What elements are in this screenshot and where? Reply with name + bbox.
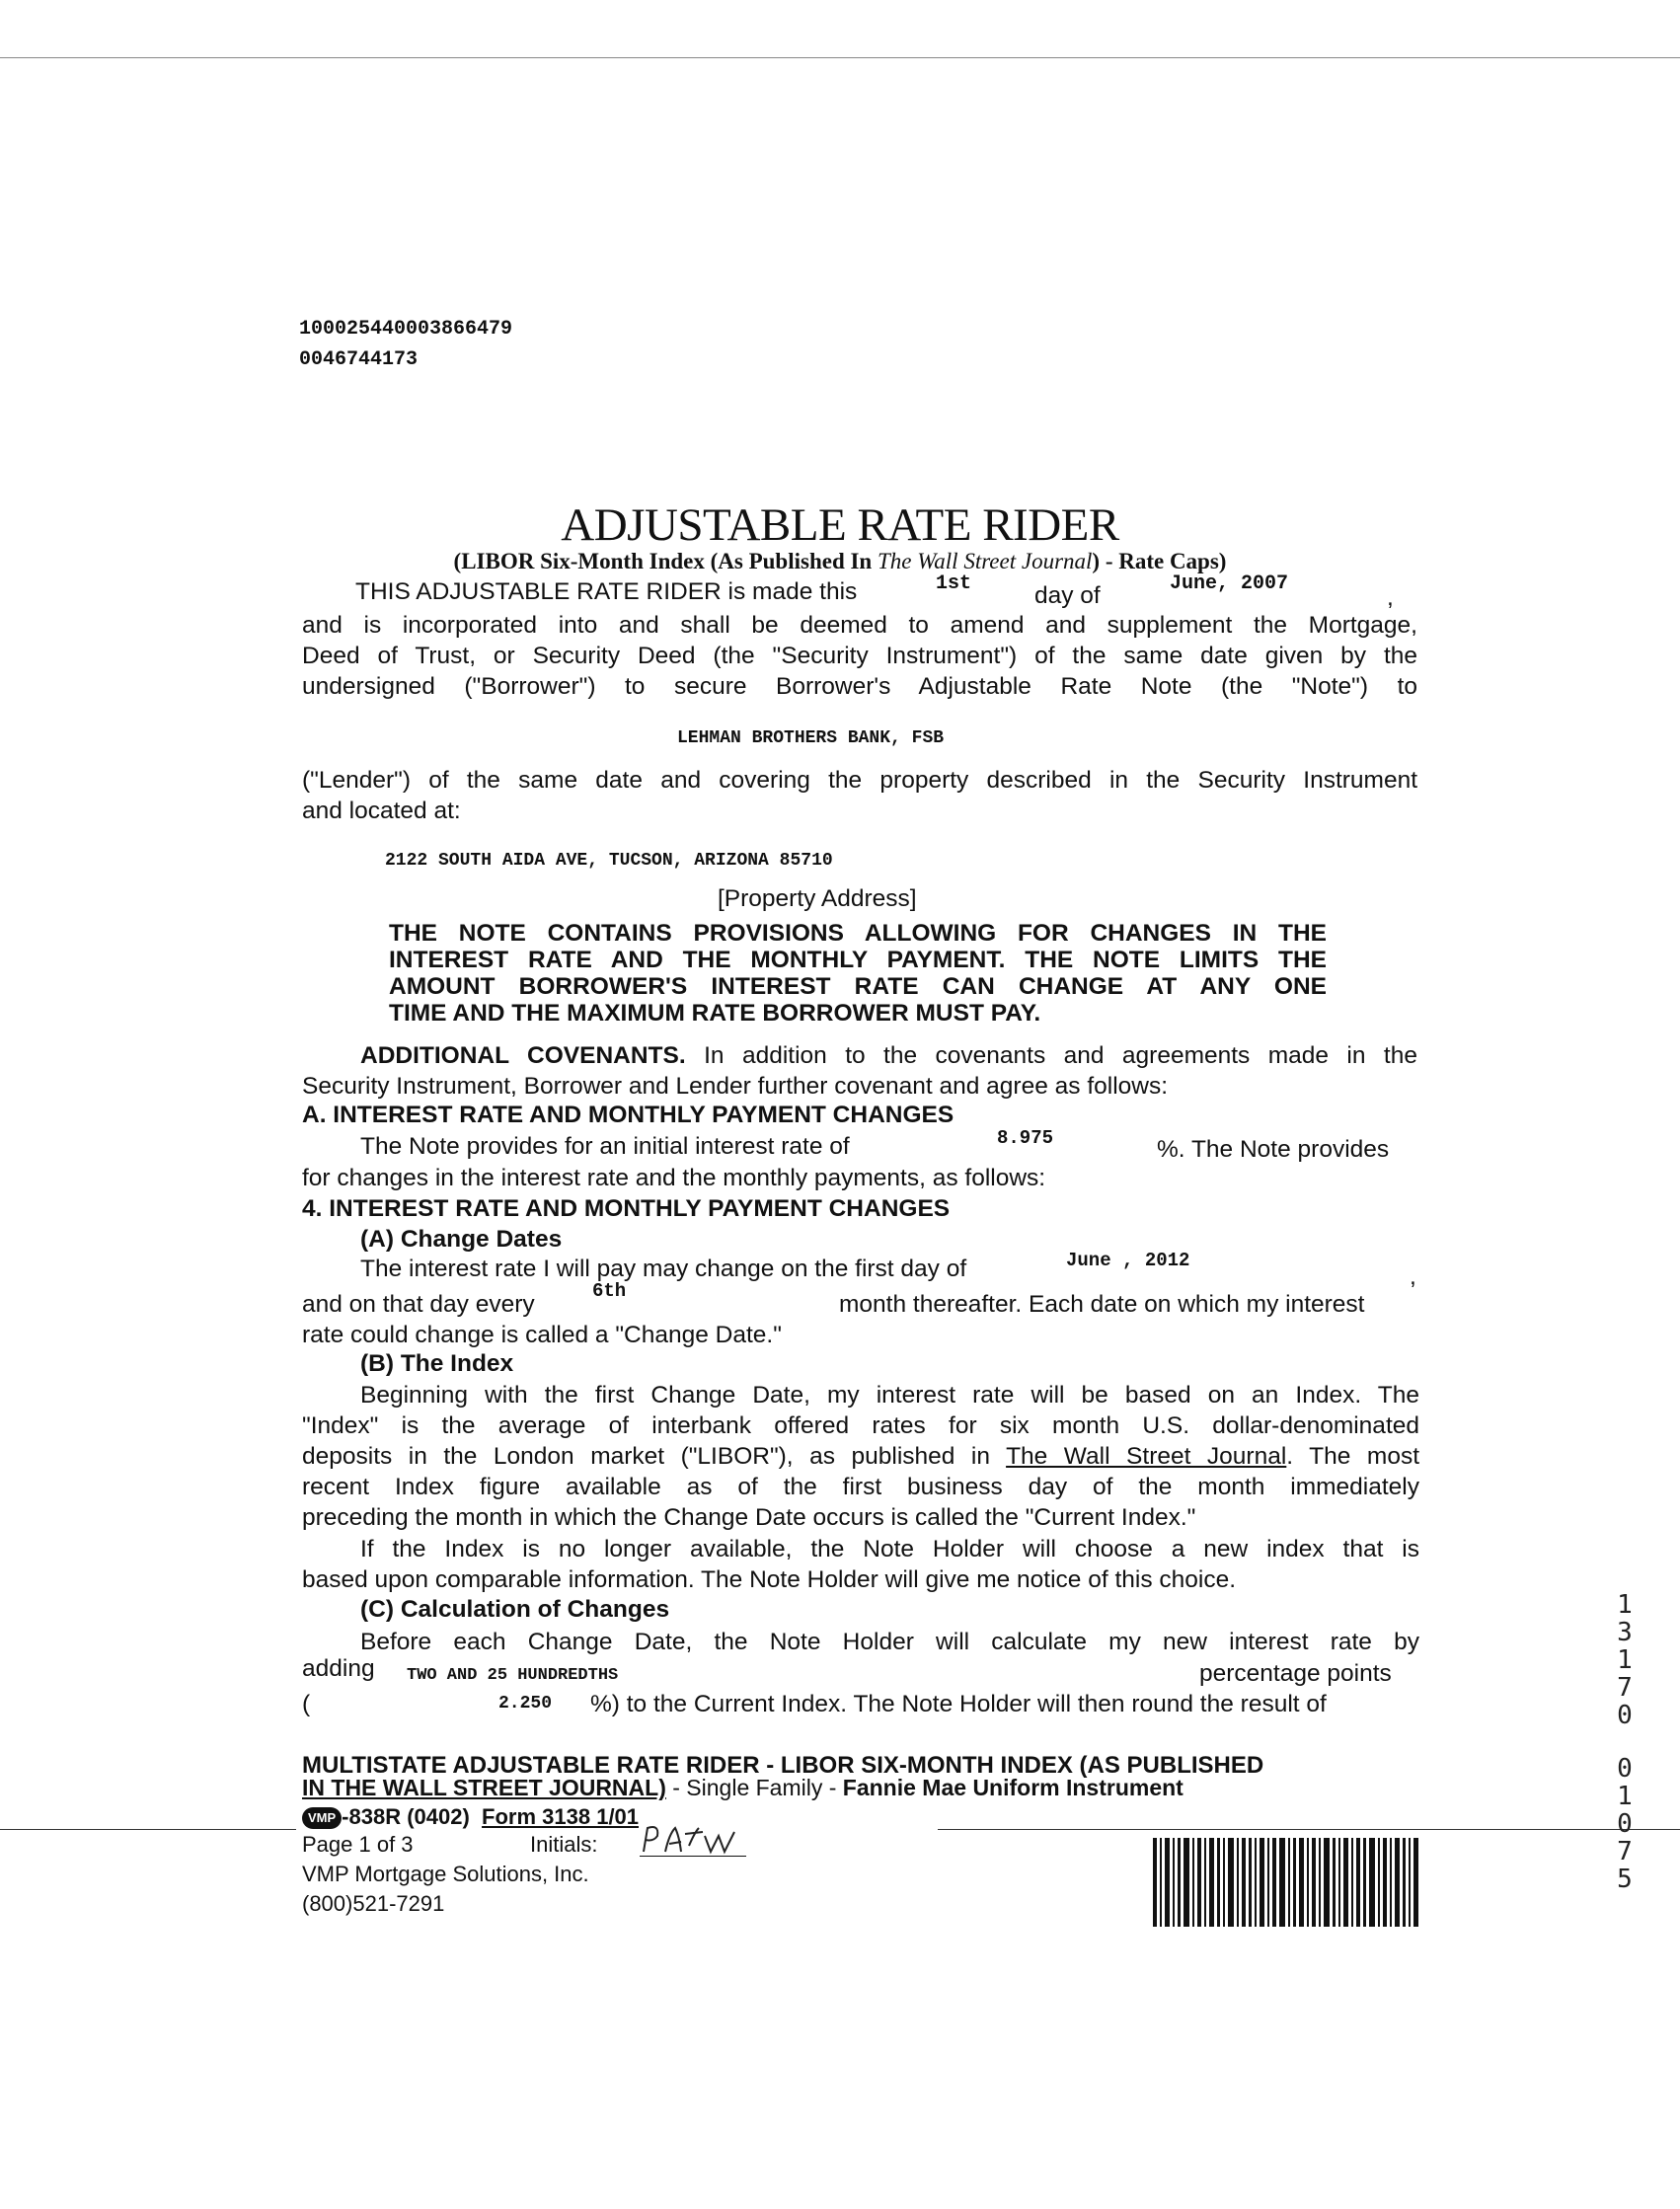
covenants-line2: Security Instrument, Borrower and Lender further covenant and agree as follows: xyxy=(302,1073,1169,1100)
intro-line4: undersigned ("Borrower") to secure Borrower's Adjustable Rate Note (the "Note") to xyxy=(302,673,1417,700)
vmp-logo: VMP xyxy=(302,1807,342,1829)
notice-line1: THE NOTE CONTAINS PROVISIONS ALLOWING FOR CHANGES IN THE xyxy=(389,920,1327,947)
section-4a-line1a: The interest rate I will pay may change on the first day of xyxy=(360,1256,967,1282)
side-stamp-gap xyxy=(1611,1729,1639,1755)
section-4a-comma: , xyxy=(1410,1263,1416,1290)
intro-day: 1st xyxy=(936,572,972,595)
section-4c-l3a: ( xyxy=(302,1691,311,1717)
company-phone: (800)521-7291 xyxy=(302,1891,445,1916)
covenants-line1 xyxy=(360,1040,1417,1071)
section-a-line2: for changes in the interest rate and the monthly payments, as follows: xyxy=(302,1165,1046,1191)
subtitle-part1: (LIBOR Six-Month Index (As Published In xyxy=(453,549,878,573)
notice-line2: INTEREST RATE AND THE MONTHLY PAYMENT. THE NOTE LIMITS THE xyxy=(389,947,1327,973)
subtitle-part2: ) - Rate Caps) xyxy=(1092,549,1227,573)
note-notice xyxy=(389,920,1327,1027)
section-4b-l1: Beginning with the first Change Date, my interest rate will be based on an Index. The xyxy=(360,1382,1419,1409)
lender-name: LEHMAN BROTHERS BANK, FSB xyxy=(677,728,945,748)
side-stamp xyxy=(1611,1591,1639,1893)
lender-line2: and located at: xyxy=(302,798,461,824)
section-4b-heading: (B) The Index xyxy=(360,1350,514,1377)
footer-fannie-mae: Fannie Mae Uniform Instrument xyxy=(842,1775,1184,1800)
side-stamp-char: 5 xyxy=(1617,1865,1633,1894)
section-4c-heading: (C) Calculation of Changes xyxy=(360,1596,670,1623)
intro-line3: Deed of Trust, or Security Deed (the "Security Instrument") of the same date given by the xyxy=(302,643,1417,669)
margin-percent: 2.250 xyxy=(498,1694,553,1714)
initials-label: Initials: xyxy=(530,1832,598,1857)
section-4c-l3b: %) to the Current Index. The Note Holder will then round the result of xyxy=(590,1691,1327,1717)
barcode-bars xyxy=(1153,1838,1419,1927)
section-4a-line3: rate could change is called a "Change Date." xyxy=(302,1322,782,1348)
form-line xyxy=(302,1804,639,1830)
footer-title-line2 xyxy=(302,1775,1184,1801)
section-4a-line2b: month thereafter. Each date on which my interest xyxy=(839,1291,1365,1318)
subtitle-journal: The Wall Street Journal xyxy=(877,549,1093,573)
intro-line1 xyxy=(355,576,857,607)
change-frequency: 6th xyxy=(592,1280,627,1302)
notice-line3: AMOUNT BORROWER'S INTEREST RATE CAN CHANGE AT ANY ONE xyxy=(389,973,1327,1000)
barcode xyxy=(1153,1838,1419,1927)
covenants-rest: In addition to the covenants and agreements made in the xyxy=(704,1042,1417,1069)
side-stamp-char: 3 xyxy=(1617,1618,1633,1647)
side-stamp-char: 7 xyxy=(1617,1673,1633,1703)
section-4b-l4: recent Index figure available as of the first business day of the month immediately xyxy=(302,1474,1419,1500)
side-stamp-char: 0 xyxy=(1617,1701,1633,1730)
side-stamp-char: 7 xyxy=(1617,1837,1633,1866)
initial-rate: 8.975 xyxy=(997,1127,1054,1149)
company-name: VMP Mortgage Solutions, Inc. xyxy=(302,1862,589,1886)
scan-top-edge xyxy=(0,57,1680,58)
page-title: ADJUSTABLE RATE RIDER xyxy=(561,499,1119,551)
footer-rule-left xyxy=(0,1829,296,1830)
covenants-lead: ADDITIONAL COVENANTS. xyxy=(360,1042,686,1069)
section-a-line1b: %. The Note provides xyxy=(1157,1136,1390,1163)
footer-journal: IN THE WALL STREET JOURNAL) xyxy=(302,1775,666,1800)
section-4b-l3 xyxy=(302,1441,1419,1472)
side-stamp-char: 1 xyxy=(1617,1645,1633,1675)
intro-line2: and is incorporated into and shall be deemed to amend and supplement the Mortgage, xyxy=(302,612,1417,639)
wall-street-journal: The Wall Street Journal xyxy=(1006,1443,1287,1470)
initials-box xyxy=(640,1828,746,1857)
section-4-heading: 4. INTEREST RATE AND MONTHLY PAYMENT CHANGES xyxy=(302,1195,951,1222)
side-stamp-char: 0 xyxy=(1617,1809,1633,1839)
footer-title-line1: MULTISTATE ADJUSTABLE RATE RIDER - LIBOR SIX-MONTH INDEX (AS PUBLISHED xyxy=(302,1752,1264,1779)
side-stamp-char: 1 xyxy=(1617,1782,1633,1811)
footer-single-family: - Single Family - xyxy=(665,1775,843,1800)
section-4c-l1: Before each Change Date, the Note Holder will calculate my new interest rate by xyxy=(360,1629,1419,1655)
lender-line1: ("Lender") of the same date and covering the property described in the Security Instrument xyxy=(302,767,1417,794)
page-number: Page 1 of 3 xyxy=(302,1832,414,1857)
section-4b-l5: preceding the month in which the Change Date occurs is called the "Current Index." xyxy=(302,1504,1196,1531)
intro-day-of: day of xyxy=(1034,582,1101,609)
section-4c-l2a: adding xyxy=(302,1655,375,1682)
case-number: 0046744173 xyxy=(299,348,419,371)
section-4b-l2: "Index" is the average of interbank offered rates for six month U.S. dollar-denominated xyxy=(302,1412,1419,1439)
section-4a-line2a: and on that day every xyxy=(302,1291,535,1318)
form-code: -838R (0402) xyxy=(342,1804,470,1829)
property-label: [Property Address] xyxy=(718,885,917,912)
section-4a-heading: (A) Change Dates xyxy=(360,1226,563,1253)
first-change-date: June , 2012 xyxy=(1066,1250,1190,1271)
intro-month-year: June, 2007 xyxy=(1170,572,1289,595)
initials-signature xyxy=(640,1822,746,1856)
section-a-line1a: The Note provides for an initial interest rate of xyxy=(360,1133,850,1160)
side-stamp-char: 1 xyxy=(1617,1590,1633,1620)
section-4b-l3b: . The most xyxy=(1286,1443,1419,1470)
footer-rule-right xyxy=(938,1829,1680,1830)
section-4b-l3a: deposits in the London market ("LIBOR"), as published in xyxy=(302,1443,1007,1470)
subtitle xyxy=(0,549,1680,574)
section-4c-l2b: percentage points xyxy=(1199,1660,1392,1687)
property-address: 2122 SOUTH AIDA AVE, TUCSON, ARIZONA 85710 xyxy=(385,851,833,871)
intro-made-this: THIS ADJUSTABLE RATE RIDER is made this xyxy=(355,578,858,605)
form-number: Form 3138 1/01 xyxy=(482,1804,640,1829)
loan-number: 1000254400038664​79 xyxy=(299,318,513,341)
section-4b-l7: based upon comparable information. The Note Holder will give me notice of this choice. xyxy=(302,1566,1237,1593)
section-a-heading: A. INTEREST RATE AND MONTHLY PAYMENT CHANGES xyxy=(302,1102,955,1128)
margin-words: TWO AND 25 HUNDREDTHS xyxy=(407,1666,619,1685)
side-stamp-char: 0 xyxy=(1617,1754,1633,1784)
intro-comma: , xyxy=(1387,584,1394,611)
section-4b-l6: If the Index is no longer available, the Note Holder will choose a new index that is xyxy=(360,1536,1419,1562)
notice-line4: TIME AND THE MAXIMUM RATE BORROWER MUST PAY. xyxy=(389,1000,1041,1027)
